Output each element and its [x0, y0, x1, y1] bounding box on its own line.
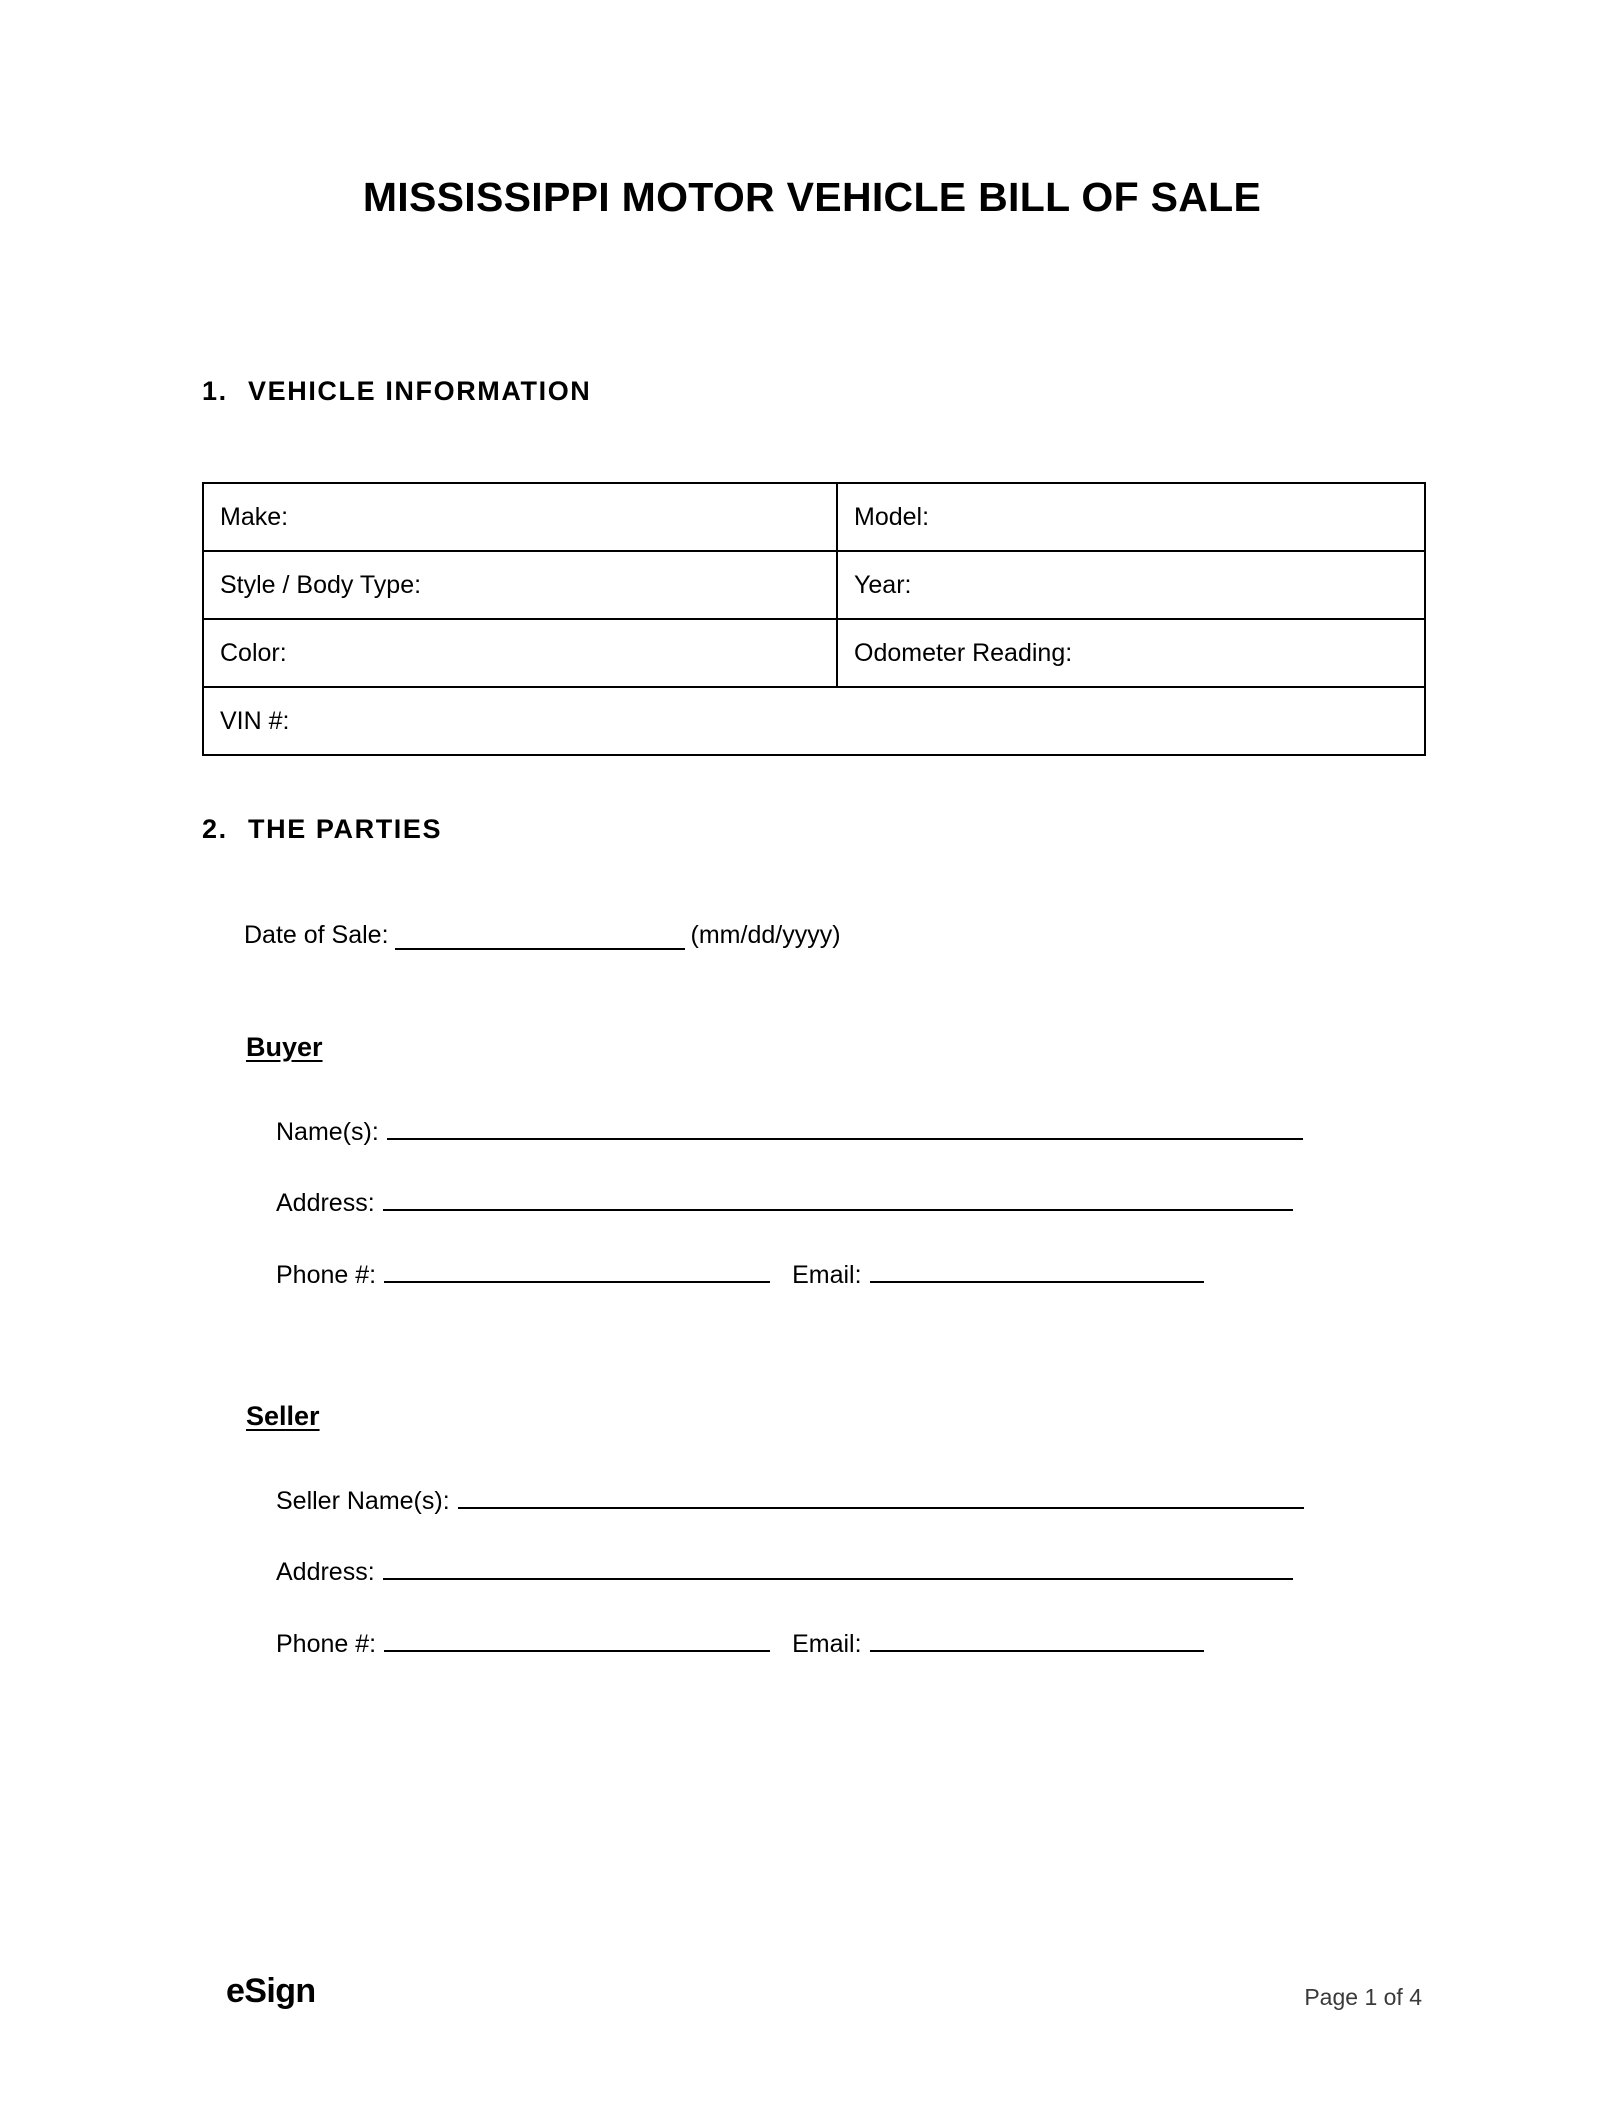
vehicle-information-table	[202, 482, 1426, 756]
seller-name-row	[276, 1481, 1304, 1516]
table-row	[203, 551, 1425, 619]
esign-logo: eSign	[226, 1972, 316, 2010]
seller-name-label: Seller Name(s):	[276, 1487, 450, 1515]
buyer-section-title: Buyer	[246, 1032, 323, 1062]
seller-email-label: Email:	[792, 1630, 862, 1658]
section-heading-vehicle-information	[202, 376, 591, 407]
seller-address-row	[276, 1552, 1293, 1587]
date-of-sale-label: Date of Sale:	[244, 921, 389, 949]
date-format-hint: (mm/dd/yyyy)	[690, 921, 841, 949]
buyer-name-label: Name(s):	[276, 1118, 379, 1146]
seller-email-input[interactable]	[870, 1624, 1204, 1652]
seller-phone-label: Phone #:	[276, 1630, 377, 1658]
field-odometer-reading[interactable]: Odometer Reading:	[837, 619, 1425, 687]
section-number: 1.	[202, 376, 228, 406]
date-of-sale-input[interactable]	[395, 924, 685, 950]
date-of-sale-row	[244, 921, 841, 950]
field-year[interactable]: Year:	[837, 551, 1425, 619]
seller-address-label: Address:	[276, 1558, 375, 1586]
page-title: MISSISSIPPI MOTOR VEHICLE BILL OF SALE	[362, 174, 1262, 220]
buyer-email-label: Email:	[792, 1261, 862, 1289]
field-color[interactable]: Color:	[203, 619, 837, 687]
field-make[interactable]: Make:	[203, 483, 837, 551]
page-number: Page 1 of 4	[1304, 1984, 1422, 2010]
buyer-address-row	[276, 1183, 1293, 1218]
seller-address-input[interactable]	[383, 1552, 1293, 1580]
seller-section-title: Seller	[246, 1401, 320, 1431]
field-model[interactable]: Model:	[837, 483, 1425, 551]
seller-phone-input[interactable]	[384, 1624, 770, 1652]
seller-phone-email-row	[276, 1624, 1204, 1659]
buyer-phone-email-row	[276, 1255, 1204, 1290]
buyer-phone-input[interactable]	[384, 1255, 770, 1283]
buyer-address-input[interactable]	[383, 1183, 1293, 1211]
buyer-phone-label: Phone #:	[276, 1261, 377, 1289]
field-style-body-type[interactable]: Style / Body Type:	[203, 551, 837, 619]
section-number: 2.	[202, 814, 228, 844]
seller-name-input[interactable]	[458, 1481, 1304, 1509]
table-row	[203, 619, 1425, 687]
table-row	[203, 687, 1425, 755]
field-vin[interactable]: VIN #:	[203, 687, 1425, 755]
buyer-name-input[interactable]	[387, 1112, 1303, 1140]
section-title: VEHICLE INFORMATION	[248, 376, 592, 406]
buyer-address-label: Address:	[276, 1189, 375, 1217]
section-heading-the-parties	[202, 814, 442, 845]
buyer-name-row	[276, 1112, 1303, 1147]
buyer-email-input[interactable]	[870, 1255, 1204, 1283]
table-row	[203, 483, 1425, 551]
section-title: THE PARTIES	[248, 814, 443, 844]
